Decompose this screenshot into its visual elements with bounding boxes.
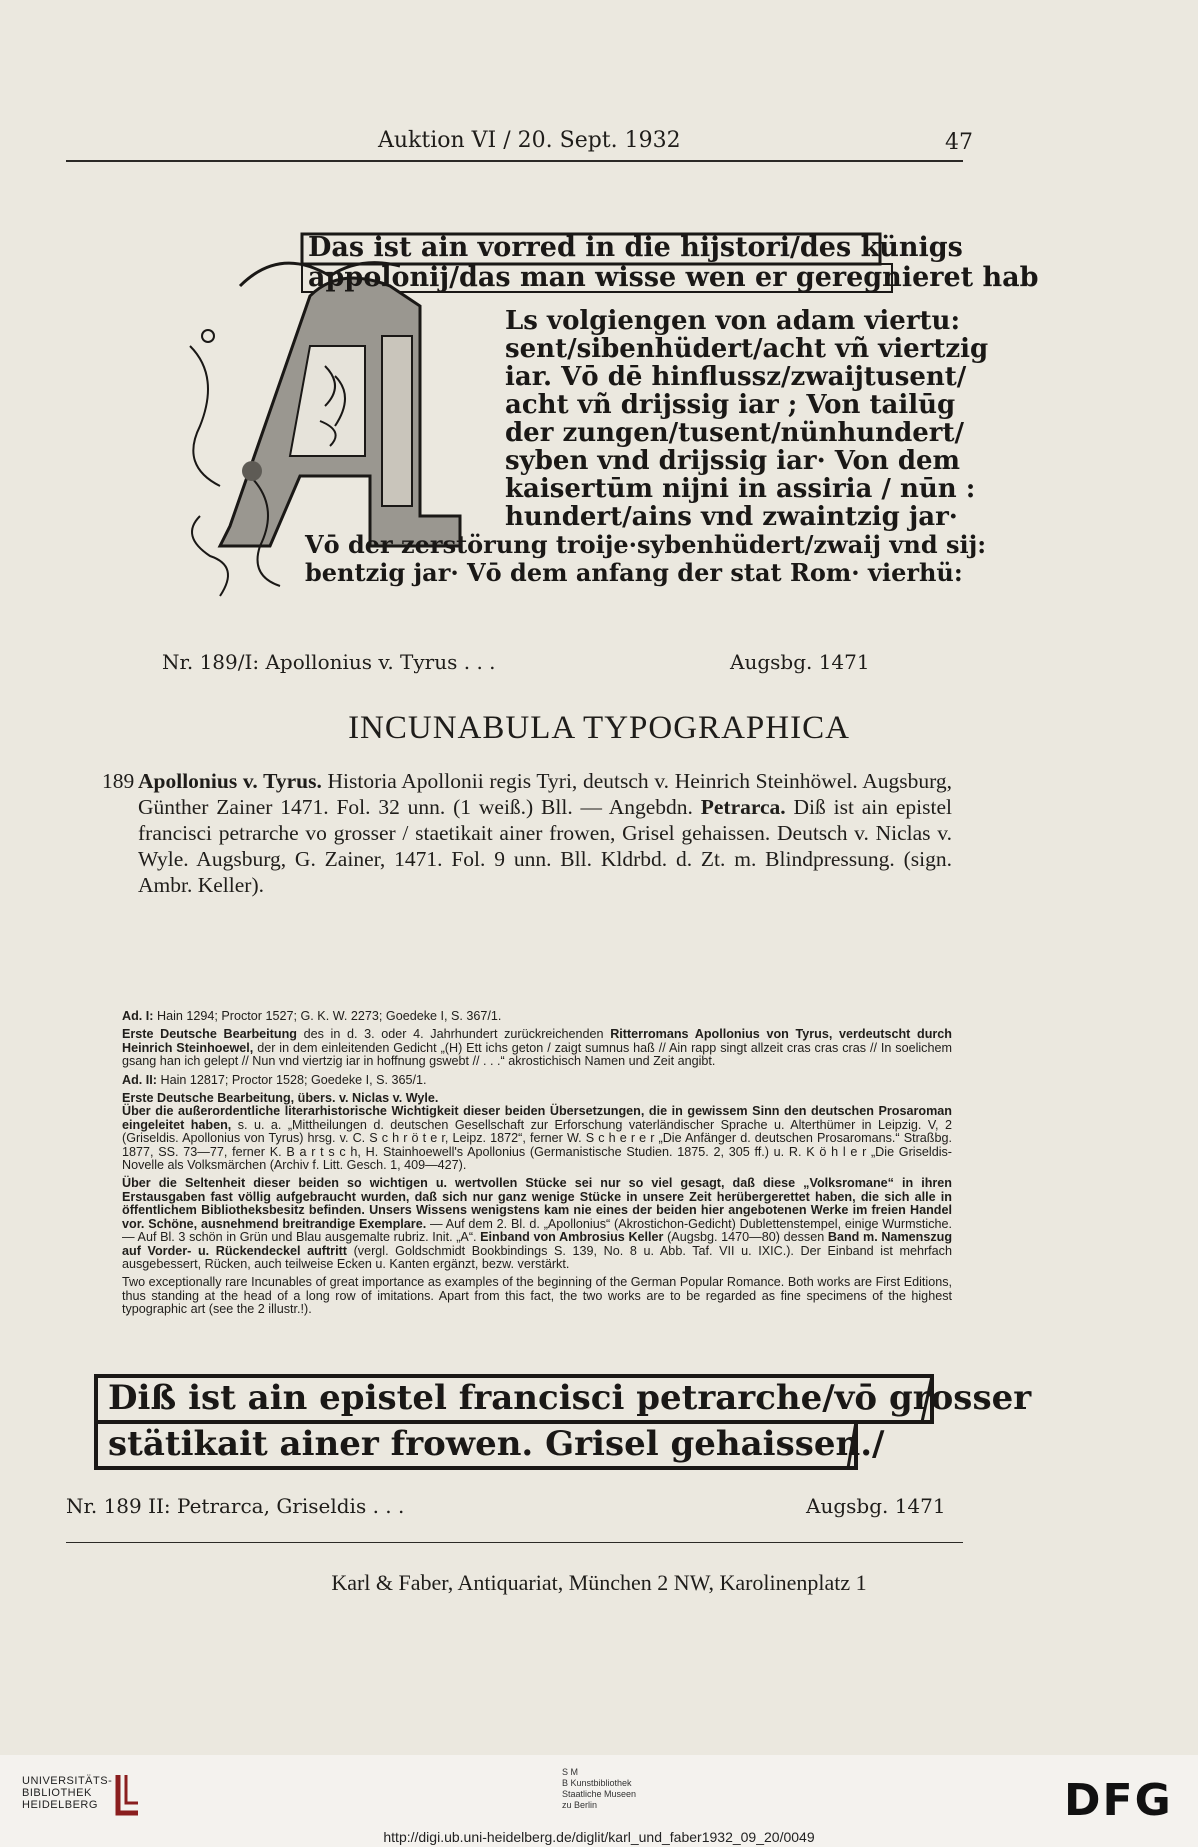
note-bold: Erste Deutsche Bearbeitung <box>122 1027 297 1042</box>
smb-logo-text: S M <box>562 1767 579 1777</box>
woodcut-illustration-apollonius <box>160 226 1039 626</box>
section-title: INCUNABULA TYPOGRAPHICA <box>348 710 850 746</box>
uni-logo-text: HEIDELBERG <box>22 1799 98 1811</box>
note-paragraph <box>122 1177 952 1271</box>
note-label: Ad. I: <box>122 1009 154 1023</box>
smb-logo-text: zu Berlin <box>562 1800 598 1810</box>
entry-description <box>138 768 952 898</box>
woodcut-heading-line-1: Das ist ain vorred in die hijstori/des künigs <box>308 232 963 263</box>
note-bold: Über die Seltenheit dieser beiden so wichtigen u. wertvollen Stücke sei nur so viel gesagt, daß diese „Volksromane“ in ihren Erstausgaben fast völlig aufgebraucht wurden, daß sich nur ganz wenige Stücke in unsere Zeit herübergerettet haben, die sich alle in öffentlichem Bibliotheksbesitz befinden. Unsers Wissens wenigstens kam nie eines der beiden hier angebotenen Werke im freien Handel vor. Schöne, ausnehmend breitrandige Exemplare. <box>122 1176 952 1231</box>
note-bold: Einband von Ambrosius Keller <box>480 1230 664 1245</box>
note-paragraph <box>122 1028 952 1068</box>
header-rule <box>66 160 963 162</box>
woodcut-text-line: sent/sibenhüdert/acht vñ viertzig <box>505 334 989 364</box>
dfg-logo[interactable]: DFG <box>1064 1775 1173 1826</box>
woodcut-text-line: syben vnd drijssig iar· Von dem <box>505 446 961 476</box>
note-ad2-refs <box>122 1074 952 1087</box>
woodcut-text-line: acht vñ drijssig iar ; Von tailūg <box>505 390 956 420</box>
catalog-entry-189 <box>102 768 952 898</box>
note-text: (Augsbg. 1470—80) dessen <box>663 1230 828 1245</box>
illustration2-caption: Nr. 189 II: Petrarca, Griseldis . . . <box>66 1494 405 1518</box>
note-label: Ad. II: <box>122 1072 157 1087</box>
note-bold: Über die außerordentliche literarhistorische Wichtigkeit dieser beiden Übersetzungen, die in gewissem Sinn den deutschen Prosaroman eingeleitet haben, <box>122 1104 952 1132</box>
permalink-url[interactable]: http://digi.ub.uni-heidelberg.de/diglit/karl_und_faber1932_09_20/0049 <box>383 1829 815 1845</box>
uni-logo-text: BIBLIOTHEK <box>22 1787 92 1799</box>
woodcut-heading-line-2: appolonij/das man wisse wen er geregnieret hab <box>308 262 1039 293</box>
entry-title-petrarca: Petrarca. <box>700 795 786 819</box>
note-bold: Ritterromans Apollonius von Tyrus, verdeutscht durch Heinrich Steinhoewel, <box>122 1027 952 1055</box>
illustration1-caption: Nr. 189/I: Apollonius v. Tyrus . . . <box>162 650 496 674</box>
woodcut-text-line: der zungen/tusent/nünhundert/ <box>505 418 965 448</box>
note-text: — Auf dem 2. Bl. d. „Apollonius“ (Akrostichon-Gedicht) Dublettenstempel, einige Wurmstiche. — Auf Bl. 3 schön in Grün und Blau ausgemalte rubriz. Init. „A“. <box>122 1216 952 1245</box>
entry-notes <box>122 1010 952 1322</box>
note-bold: Erste Deutsche Bearbeitung, übers. v. Niclas v. Wyle. <box>122 1091 439 1106</box>
smb-logo-text: Staatliche Museen <box>562 1789 637 1799</box>
note-refs: Hain 12817; Proctor 1528; Goedeke I, S. 365/1. <box>156 1072 427 1087</box>
woodcut-text-line: Vō der zerstörung troije·sybenhüdert/zwaij vnd sij: <box>305 530 987 559</box>
note-ad1-refs <box>122 1010 952 1023</box>
woodcut2-line-1: Diß ist ain epistel francisci petrarche/vō grosser <box>108 1378 1032 1418</box>
note-text: des in d. 3. oder 4. Jahrhundert zurückreichenden <box>296 1027 611 1042</box>
woodcut-text-line: Ls volgiengen von adam viertu: <box>505 306 961 336</box>
smb-kunstbibliothek-logo[interactable] <box>562 1767 636 1811</box>
smb-logo-text: B Kunstbibliothek <box>562 1778 632 1788</box>
illustration2-place-date: Augsbg. 1471 <box>806 1494 946 1518</box>
note-text: der in dem einleitenden Gedicht „(H) Ett ichs geton / zaigt sumnus haß // Ain rapp singt allzeit cras cras cras // In soelichem gsang han ich gelept // Nun vnd viertzig iar in hoffnung gswebt // . . .“ akrostichisch Namen und Zeit angibt. <box>122 1040 952 1069</box>
uni-logo-text: UNIVERSITÄTS- <box>22 1775 113 1787</box>
woodcut-text-line: iar. Vō dē hinflussz/zwaijtusent/ <box>505 362 967 392</box>
uni-heidelberg-logo[interactable] <box>22 1775 112 1811</box>
entry-number: 189 <box>102 769 135 793</box>
publisher-footer: Karl & Faber, Antiquariat, München 2 NW, Karolinenplatz 1 <box>331 1570 867 1595</box>
woodcut-text-line: bentzig jar· Vō dem anfang der stat Rom· vierhü: <box>305 558 963 587</box>
note-bold: Band m. Namenszug auf Vorder- u. Rückendeckel auftritt <box>122 1230 953 1258</box>
woodcut-illustration-petrarca <box>92 1370 1032 1480</box>
note-text: s. u. a. „Mittheilungen d. deutschen Gesellschaft zur Erforschung vaterländischer Sprache u. Alterthümer in Leipzig. V, 2 (Griseldis. Apollonius von Tyrus) hrsg. v. C. S c h r ö t e r, Leipz. 1872“, ferner W. S c h e r e r „Die Anfänger d. deutschen Prosaromans.“ Straßbg. 1877, SS. 73—77, ferner K. B a r t s c h, H. Stainhoewell's Apollonius (Germanistische Studien. 1875. 2, 305 ff.) u. R. K ö h l e r „Die Griseldis-Novelle als Volksmärchen (Archiv f. Litt. Gesch. 1, 409—427). <box>122 1117 952 1173</box>
woodcut2-line-2: stätikait ainer frowen. Grisel gehaissen./ <box>108 1424 885 1464</box>
entry-text-petrarca: Diß ist ain epistel francisci petrarche vo grosser / staetikait ainer frowen, Grisel gehaissen. Deutsch v. Niclas v. Wyle. Augsburg, G. Zainer, 1471. Fol. 9 unn. Bll. Kldrbd. d. Zt. m. Blindpressung. (sign. Ambr. Keller). <box>138 795 952 897</box>
note-paragraph <box>122 1092 952 1172</box>
illustration1-place-date: Augsbg. 1471 <box>730 650 870 674</box>
note-english-summary: Two exceptionally rare Incunables of great importance as examples of the beginning of the German Popular Romance. Both works are First Editions, thus standing at the head of a long row of imitations. Apart from this fact, the two works are to be regarded as fine specimens of the highest typographic art (see the 2 illustr.!). <box>122 1275 952 1317</box>
note-refs: Hain 1294; Proctor 1527; G. K. W. 2273; Goedeke I, S. 367/1. <box>153 1009 502 1023</box>
page-number: 47 <box>945 130 973 155</box>
woodcut-text-line: kaisertūm nijni in assiria / nūn : <box>505 474 976 504</box>
library-banner <box>0 1755 1198 1847</box>
entry-title-apollonius: Apollonius v. Tyrus. <box>138 769 322 793</box>
entry-text-apollonius: Historia Apollonii regis Tyri, deutsch v. Heinrich Steinhöwel. Augsburg, Günther Zainer 1471. Fol. 32 unn. (1 weiß.) Bll. — Angebdn. <box>138 769 952 819</box>
uni-heidelberg-mark-icon <box>112 1771 142 1817</box>
note-text: (vergl. Goldschmidt Bookbindings S. 139, No. 8 u. Abb. Taf. VII u. IXIC.). Der Einband ist mehrfach ausgebessert, Rücken, auch teilweise Ecken u. Kanten ergänzt, bezw. verstärkt. <box>122 1243 952 1271</box>
header-title: Auktion VI / 20. Sept. 1932 <box>378 128 681 153</box>
footer-rule <box>66 1542 963 1543</box>
woodcut-text-line: hundert/ains vnd zwaintzig jar· <box>505 502 958 532</box>
